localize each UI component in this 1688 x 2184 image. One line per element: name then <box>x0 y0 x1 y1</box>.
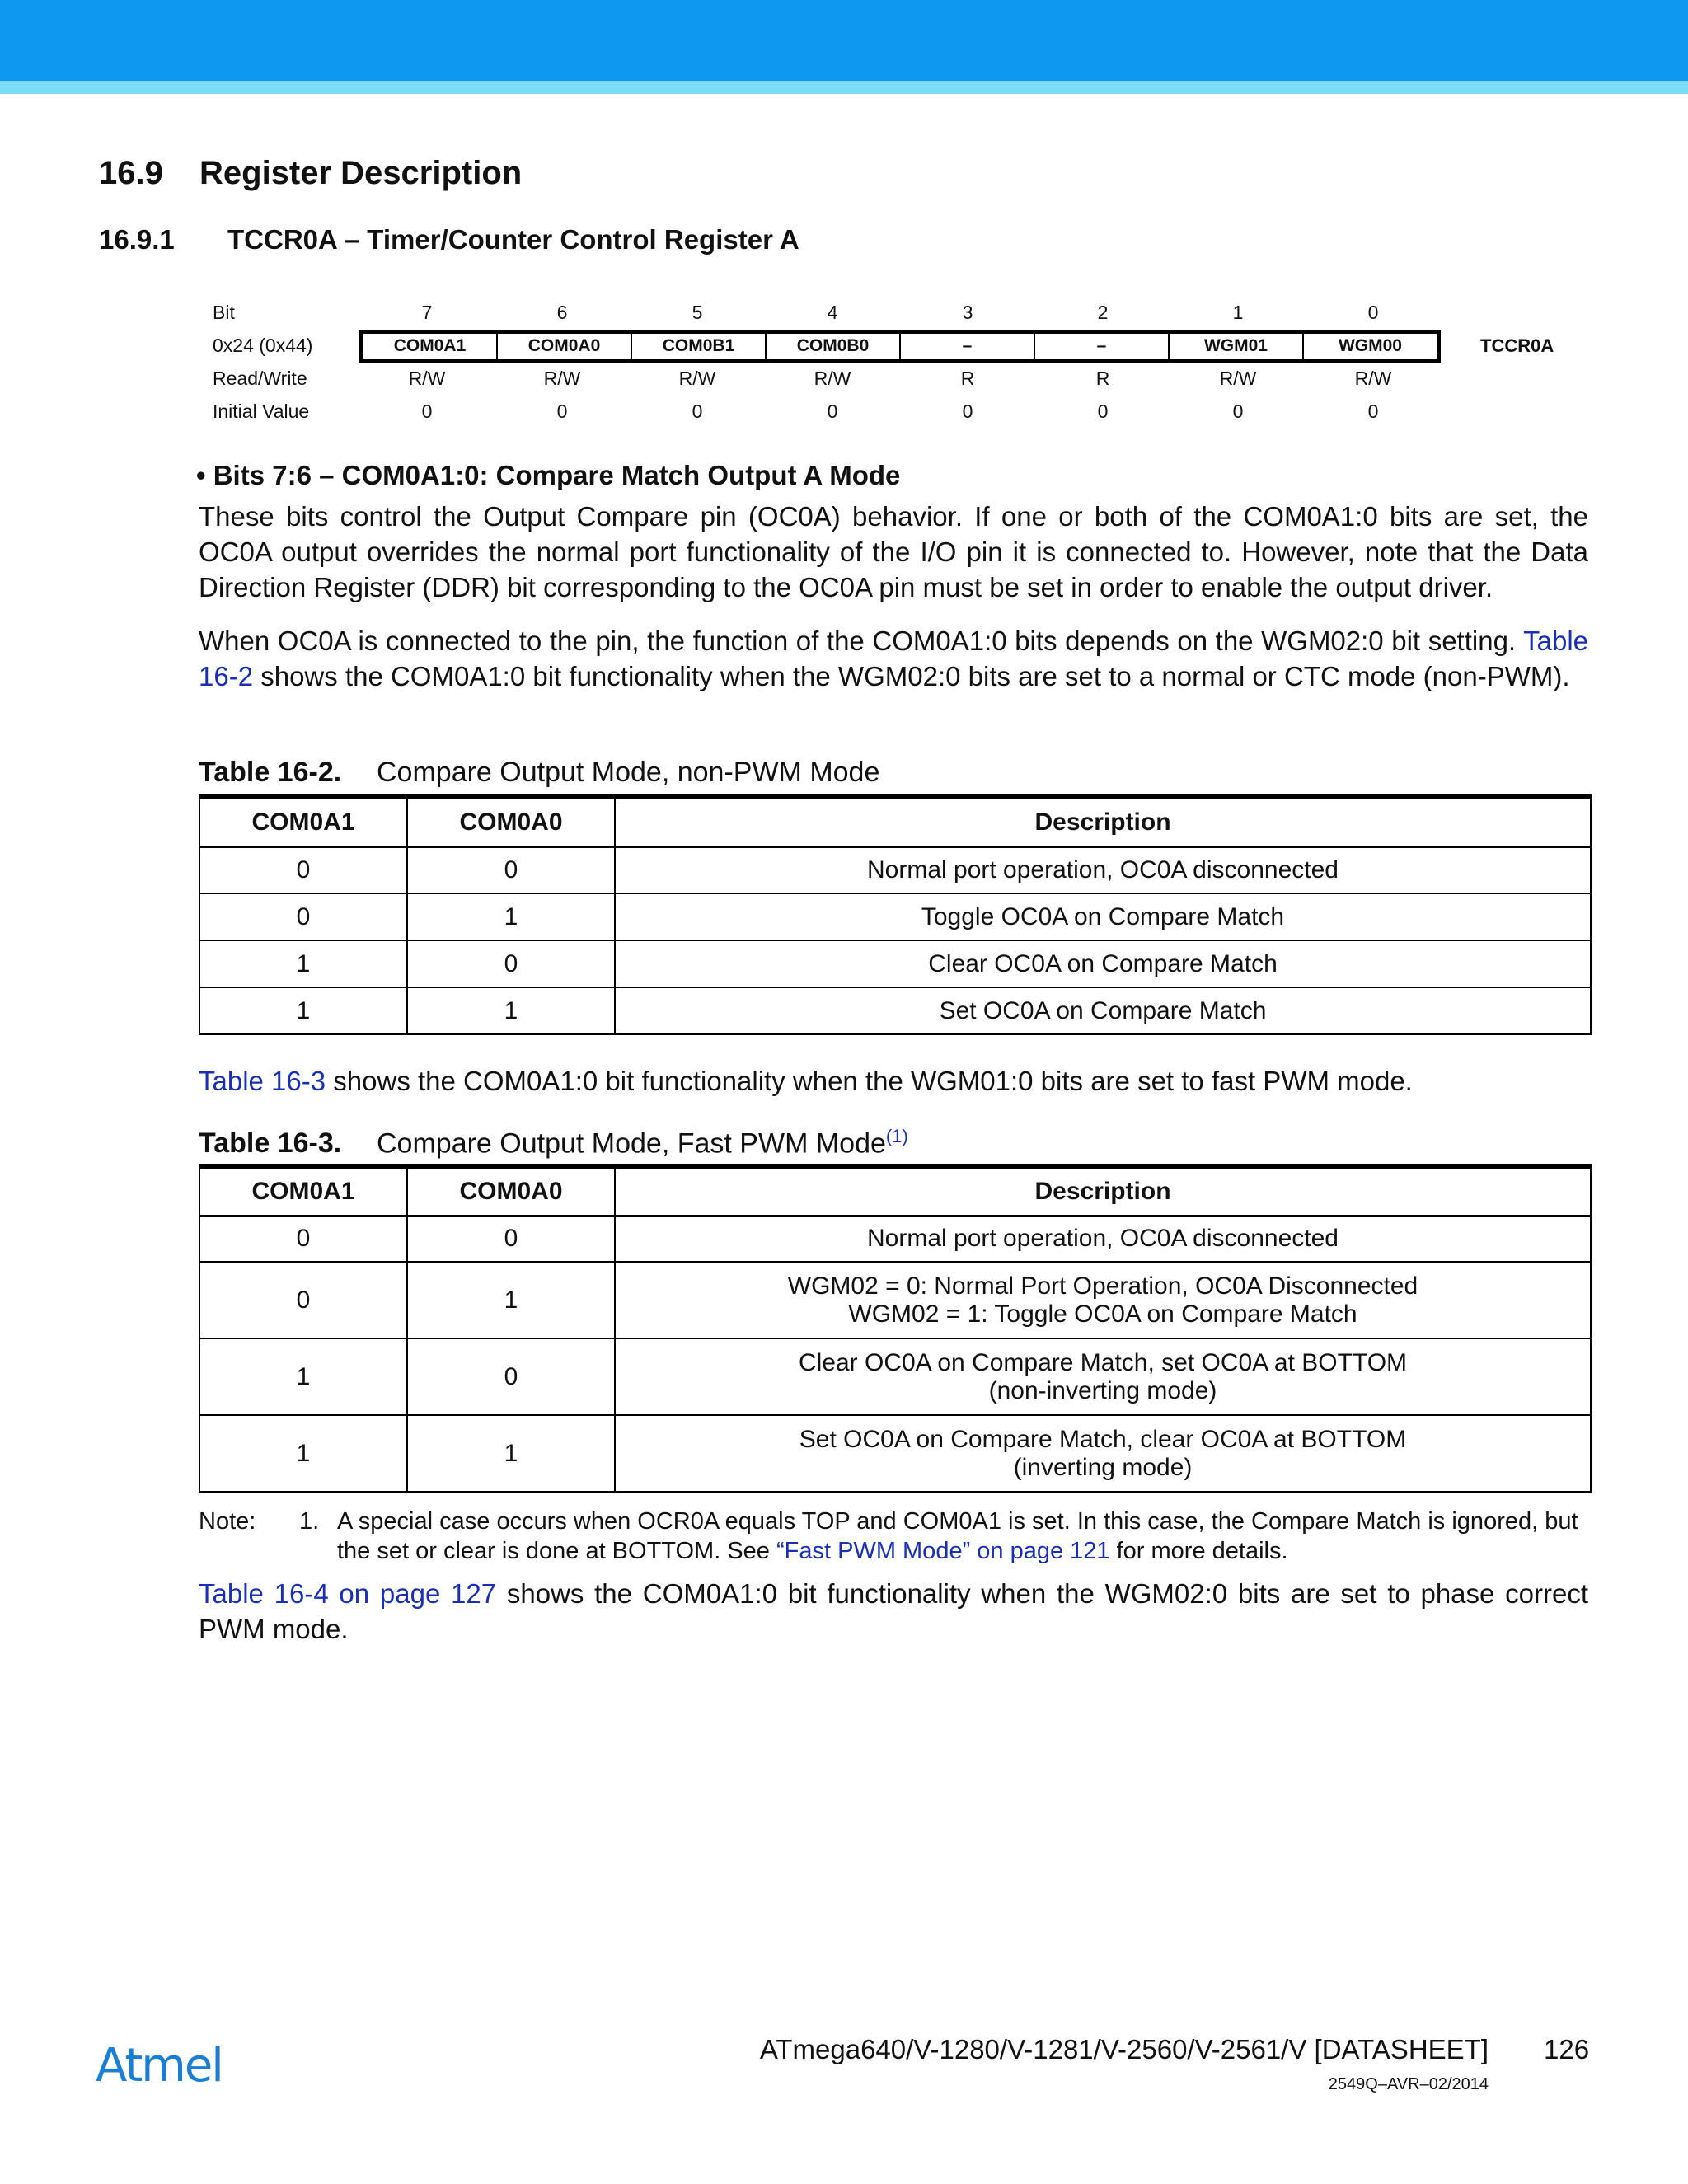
bit-number: 2 <box>1097 302 1109 323</box>
footer-title: ATmega640/V-1280/V-1281/V-2560/V-2561/V [DATASHEET] <box>759 2034 1489 2064</box>
table-row <box>199 1262 1591 1338</box>
subsection-title: TCCR0A – Timer/Counter Control Register A <box>227 224 799 255</box>
table-header: COM0A1 <box>199 797 407 846</box>
bit-number: 3 <box>962 302 973 323</box>
register-field: WGM00 <box>1338 336 1402 355</box>
table-cell: 1 <box>199 940 407 987</box>
table-row <box>199 987 1591 1034</box>
table-row <box>199 1415 1591 1492</box>
access-type: R/W <box>408 368 446 389</box>
access-type: R/W <box>1219 368 1257 389</box>
table-cell: 0 <box>199 893 407 940</box>
atmel-logo: Atmel <box>96 2039 223 2093</box>
access-type: R/W <box>543 368 581 389</box>
subsection-heading <box>99 224 799 255</box>
initial-value: 0 <box>1232 401 1244 422</box>
table-header: Description <box>615 1166 1591 1216</box>
register-fields <box>359 330 1441 363</box>
paragraph-2: When OC0A is connected to the pin, the function of the COM0A1:0 bits depends on the WGM02:0 bit setting. Table 16-2 shows the COM0A1:0 bit functionality when the WGM02:0 bits are set to a normal or CTC mode (non-PWM). <box>199 626 1588 691</box>
table-cell: 1 <box>407 893 615 940</box>
table-row <box>199 1216 1591 1262</box>
paragraph-4: Table 16-4 on page 127 shows the COM0A1:0 bit functionality when the WGM02:0 bits are set to phase correct PWM mode. <box>199 1578 1588 1644</box>
register-field: COM0A1 <box>363 334 498 359</box>
table-cell: WGM02 = 0: Normal Port Operation, OC0A Disconnected WGM02 = 1: Toggle OC0A on Compare Match <box>615 1262 1591 1338</box>
access-type: R <box>960 368 975 389</box>
register-name: TCCR0A <box>1480 335 1554 356</box>
bits-heading: • Bits 7:6 – COM0A1:0: Compare Match Output A Mode <box>196 460 901 490</box>
table-header: COM0A0 <box>407 1166 615 1216</box>
table-row <box>199 1338 1591 1415</box>
register-field: – <box>1035 334 1170 359</box>
bit-number: 5 <box>692 302 703 323</box>
table-cell: 1 <box>199 1415 407 1492</box>
paragraph-3: Table 16-3 shows the COM0A1:0 bit functionality when the WGM01:0 bits are set to fast PWM mode. <box>199 1066 1413 1096</box>
register-diagram <box>213 297 1614 429</box>
table-16-2 <box>199 794 1592 1035</box>
register-field: WGM01 <box>1170 334 1304 359</box>
page-number: 126 <box>1544 2034 1590 2064</box>
table-row <box>199 846 1591 893</box>
table-cell: Clear OC0A on Compare Match <box>615 940 1591 987</box>
header-bar <box>0 0 1688 81</box>
fast-pwm-link[interactable]: “Fast PWM Mode” on page 121 <box>776 1538 1110 1564</box>
bit-number: 7 <box>421 302 433 323</box>
table-cell: 1 <box>407 1415 615 1492</box>
register-field: COM0B1 <box>632 334 767 359</box>
table-16-3-link[interactable]: Table 16-3 <box>199 1066 326 1096</box>
table-header: COM0A0 <box>407 797 615 846</box>
table-cell: 0 <box>407 1216 615 1262</box>
table-cell: 1 <box>407 1262 615 1338</box>
register-field: COM0B0 <box>767 334 901 359</box>
bit-number: 1 <box>1232 302 1244 323</box>
initial-value: 0 <box>962 401 973 422</box>
table-cell: 0 <box>199 1262 407 1338</box>
register-field: COM0A0 <box>498 334 632 359</box>
table-cell: 0 <box>407 940 615 987</box>
table-header: Description <box>615 797 1591 846</box>
table-cell: Set OC0A on Compare Match, clear OC0A at BOTTOM (inverting mode) <box>615 1415 1591 1492</box>
table-cell: 1 <box>199 987 407 1034</box>
table-cell: Toggle OC0A on Compare Match <box>615 893 1591 940</box>
initial-value: 0 <box>827 401 838 422</box>
header-strip <box>0 81 1688 94</box>
table-cell: 0 <box>199 846 407 893</box>
table-cell: 0 <box>407 1338 615 1415</box>
bit-number: 0 <box>1367 302 1379 323</box>
register-field: – <box>901 334 1035 359</box>
table-cell: Normal port operation, OC0A disconnected <box>615 846 1591 893</box>
access-type: R/W <box>814 368 851 389</box>
access-type: R/W <box>678 368 716 389</box>
table-16-2-caption: Table 16-2. Compare Output Mode, non-PWM Mode <box>199 757 880 788</box>
table-cell: 1 <box>199 1338 407 1415</box>
table-16-3 <box>199 1164 1592 1493</box>
section-heading <box>99 155 522 192</box>
table-16-4-link[interactable]: Table 16-4 on page 127 <box>199 1578 497 1609</box>
section-number: 16.9 <box>99 155 163 191</box>
table-16-2-link[interactable]: Table 16-2 <box>199 626 1588 691</box>
access-type: R <box>1095 368 1110 389</box>
table-row <box>199 940 1591 987</box>
table-cell: Clear OC0A on Compare Match, set OC0A at BOTTOM (non-inverting mode) <box>615 1338 1591 1415</box>
table-cell: 0 <box>199 1216 407 1262</box>
initial-value: 0 <box>1367 401 1379 422</box>
document-code: 2549Q–AVR–02/2014 <box>1328 2075 1489 2093</box>
init-row-label: Initial Value <box>213 401 310 422</box>
footnote-ref[interactable]: (1) <box>885 1126 908 1146</box>
table-row <box>199 893 1591 940</box>
table-16-3-caption: Table 16-3. Compare Output Mode, Fast PWM Mode$^{(1)}$ <box>199 1126 908 1160</box>
bit-number: 4 <box>827 302 838 323</box>
initial-value: 0 <box>421 401 433 422</box>
rw-row-label: Read/Write <box>213 368 307 389</box>
bit-number: 6 <box>556 302 568 323</box>
initial-value: 0 <box>556 401 568 422</box>
table-cell: 0 <box>407 846 615 893</box>
address-label: 0x24 (0x44) <box>213 335 313 356</box>
initial-value: 0 <box>1097 401 1109 422</box>
table-cell: Normal port operation, OC0A disconnected <box>615 1216 1591 1262</box>
paragraph-1: These bits control the Output Compare pin (OC0A) behavior. If one or both of the COM0A1:0 bits are set, the OC0A output overrides the normal port functionality of the I/O pin it is connected to. However, note that the Data Direction Register (DDR) bit corresponding to the OC0A pin must be set in order to enable the output driver. <box>199 501 1588 602</box>
table-cell: 1 <box>407 987 615 1034</box>
subsection-number: 16.9.1 <box>99 224 175 255</box>
access-type: R/W <box>1354 368 1392 389</box>
section-title: Register Description <box>199 155 523 191</box>
initial-value: 0 <box>692 401 703 422</box>
bit-row-label: Bit <box>213 302 235 323</box>
table-header: COM0A1 <box>199 1166 407 1216</box>
table-cell: Set OC0A on Compare Match <box>615 987 1591 1034</box>
